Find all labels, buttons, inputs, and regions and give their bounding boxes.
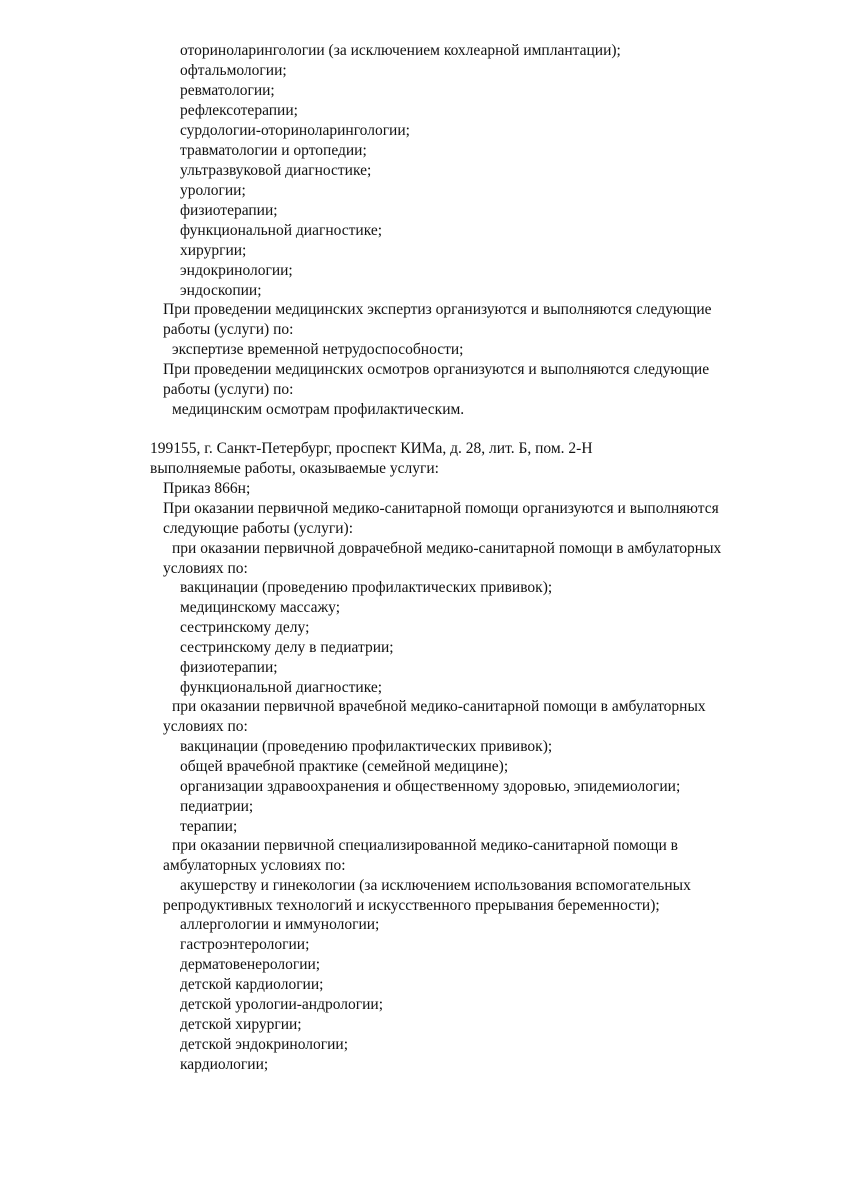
exams-intro: При проведении медицинских осмотров организуются и выполняются следующие bbox=[163, 361, 710, 378]
list-item: вакцинации (проведению профилактических прививок); bbox=[180, 579, 553, 596]
list-item: детской кардиологии; bbox=[180, 976, 324, 993]
list-item: экспертизе временной нетрудоспособности; bbox=[172, 341, 464, 358]
order-line: Приказ 866н; bbox=[163, 480, 251, 497]
spec-heading-cont: амбулаторных условиях по: bbox=[163, 857, 346, 874]
list-item: детской эндокринологии; bbox=[180, 1036, 349, 1053]
list-item: медицинскому массажу; bbox=[180, 599, 341, 616]
list-item: рефлексотерапии; bbox=[180, 102, 298, 119]
pmsp-intro: При оказании первичной медико-санитарной помощи организуются и выполняются bbox=[163, 500, 719, 517]
list-item: ревматологии; bbox=[180, 82, 275, 99]
list-item: медицинским осмотрам профилактическим. bbox=[172, 401, 465, 418]
expertise-intro-cont: работы (услуги) по: bbox=[163, 321, 294, 338]
list-item: хирургии; bbox=[180, 242, 247, 259]
expertise-intro: При проведении медицинских экспертиз организуются и выполняются следующие bbox=[163, 301, 712, 318]
list-item: физиотерапии; bbox=[180, 659, 278, 676]
list-item: дерматовенерологии; bbox=[180, 956, 321, 973]
list-item-cont: репродуктивных технологий и искусственного прерывания беременности); bbox=[163, 897, 660, 914]
list-item: сестринскому делу; bbox=[180, 619, 310, 636]
list-item: ультразвуковой диагностике; bbox=[180, 162, 372, 179]
prevrach-heading-cont: условиях по: bbox=[163, 560, 248, 577]
list-item: урологии; bbox=[180, 182, 246, 199]
list-item: эндоскопии; bbox=[180, 282, 262, 299]
list-item: детской хирургии; bbox=[180, 1016, 302, 1033]
address-line: 199155, г. Санкт-Петербург, проспект КИМа, д. 28, лит. Б, пом. 2-Н bbox=[150, 440, 593, 457]
list-item: оториноларингологии (за исключением кохлеарной имплантации); bbox=[180, 42, 621, 59]
list-item: сурдологии-оториноларингологии; bbox=[180, 122, 410, 139]
works-heading: выполняемые работы, оказываемые услуги: bbox=[150, 460, 439, 477]
list-item: гастроэнтерологии; bbox=[180, 936, 310, 953]
list-item: сестринскому делу в педиатрии; bbox=[180, 639, 394, 656]
list-item: терапии; bbox=[180, 818, 238, 835]
exams-intro-cont: работы (услуги) по: bbox=[163, 381, 294, 398]
list-item: аллергологии и иммунологии; bbox=[180, 916, 380, 933]
vrach-heading: при оказании первичной врачебной медико-санитарной помощи в амбулаторных bbox=[172, 698, 706, 715]
list-item: функциональной диагностике; bbox=[180, 679, 383, 696]
list-item: офтальмологии; bbox=[180, 62, 287, 79]
vrach-heading-cont: условиях по: bbox=[163, 718, 248, 735]
list-item: кардиологии; bbox=[180, 1056, 269, 1073]
list-item: общей врачебной практике (семейной медицине); bbox=[180, 758, 509, 775]
list-item: вакцинации (проведению профилактических прививок); bbox=[180, 738, 553, 755]
list-item: эндокринологии; bbox=[180, 262, 293, 279]
pmsp-intro-cont: следующие работы (услуги): bbox=[163, 520, 354, 537]
list-item: акушерству и гинекологии (за исключением использования вспомогательных bbox=[180, 877, 691, 894]
list-item: детской урологии-андрологии; bbox=[180, 996, 384, 1013]
list-item: физиотерапии; bbox=[180, 202, 278, 219]
list-item: травматологии и ортопедии; bbox=[180, 142, 367, 159]
list-item: организации здравоохранения и общественному здоровью, эпидемиологии; bbox=[180, 778, 681, 795]
list-item: функциональной диагностике; bbox=[180, 222, 383, 239]
spec-heading: при оказании первичной специализированной медико-санитарной помощи в bbox=[172, 837, 678, 854]
prevrach-heading: при оказании первичной доврачебной медико-санитарной помощи в амбулаторных bbox=[172, 540, 722, 557]
list-item: педиатрии; bbox=[180, 798, 254, 815]
